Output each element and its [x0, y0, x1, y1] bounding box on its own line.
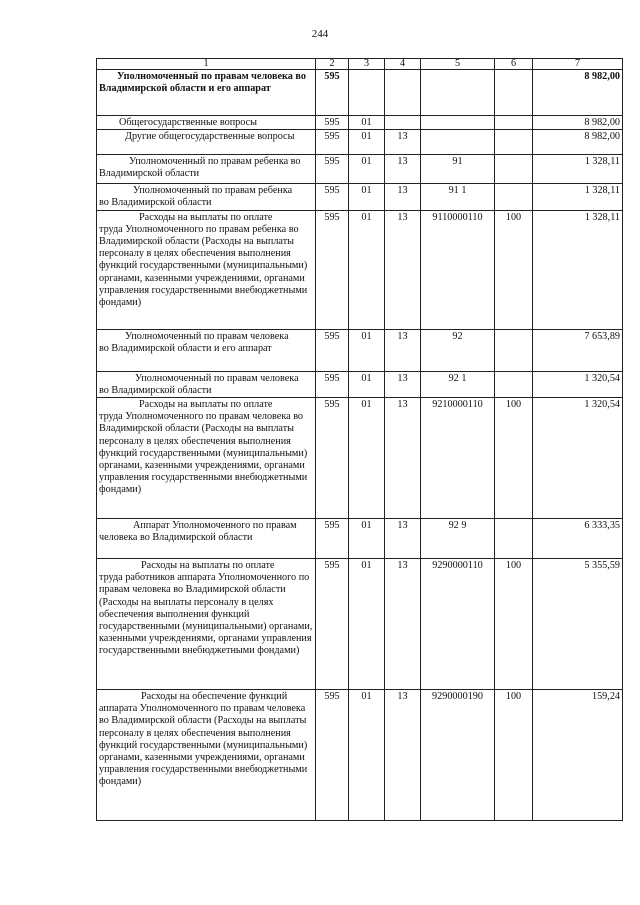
- row-name: [97, 372, 316, 398]
- column-header: 3: [349, 59, 385, 70]
- table-row: [97, 330, 623, 372]
- cell-ministry: 595: [316, 211, 349, 330]
- cell-ministry: 595: [316, 559, 349, 690]
- row-name-first: Расходы на обеспечение функций: [141, 691, 288, 703]
- cell-expense-type: 100: [495, 559, 533, 690]
- row-name: [97, 211, 316, 330]
- cell-target-article: 9290000110: [421, 559, 495, 690]
- cell-target-article: 91: [421, 155, 495, 184]
- cell-amount: 8 982,00: [533, 70, 623, 116]
- cell-ministry: 595: [316, 130, 349, 155]
- cell-ministry: 595: [316, 690, 349, 821]
- column-header: 1: [97, 59, 316, 70]
- cell-section: 01: [349, 211, 385, 330]
- row-name: [97, 116, 316, 130]
- cell-target-article: 91 1: [421, 184, 495, 211]
- cell-amount: 1 328,11: [533, 211, 623, 330]
- cell-ministry: 595: [316, 372, 349, 398]
- table-row: [97, 690, 623, 821]
- row-name-first: Уполномоченный по правам ребенка: [133, 185, 293, 197]
- cell-subsection: 13: [385, 130, 421, 155]
- cell-section: 01: [349, 519, 385, 559]
- cell-ministry: 595: [316, 398, 349, 519]
- cell-target-article: 9110000110: [421, 211, 495, 330]
- cell-expense-type: [495, 70, 533, 116]
- row-name-first: Расходы на выплаты по оплате: [141, 560, 275, 572]
- cell-ministry: 595: [316, 116, 349, 130]
- cell-target-article: [421, 70, 495, 116]
- row-name-rest: во Владимирской области и его аппарат: [99, 343, 272, 355]
- cell-subsection: 13: [385, 211, 421, 330]
- cell-amount: 1 320,54: [533, 398, 623, 519]
- cell-subsection: 13: [385, 690, 421, 821]
- cell-section: 01: [349, 372, 385, 398]
- row-name-rest: Владимирской области: [99, 168, 200, 180]
- table-row: [97, 519, 623, 559]
- cell-amount: 8 982,00: [533, 130, 623, 155]
- row-name-first: Уполномоченный по правам человека во: [117, 71, 306, 82]
- cell-amount: 7 653,89: [533, 330, 623, 372]
- row-name: [97, 155, 316, 184]
- cell-ministry: 595: [316, 184, 349, 211]
- row-name-first: Расходы на выплаты по оплате: [139, 399, 273, 411]
- cell-subsection: [385, 116, 421, 130]
- row-name-first: Другие общегосударственные вопросы: [125, 131, 295, 143]
- table-row: [97, 130, 623, 155]
- row-name: [97, 330, 316, 372]
- column-header: 2: [316, 59, 349, 70]
- cell-amount: 1 328,11: [533, 184, 623, 211]
- table-row: [97, 116, 623, 130]
- row-name-rest: аппарата Уполномоченного по правам человека во Владимирской области (Расходы на выплаты персоналу в целях обеспечения выполнения функций государственными (муниципальными) органами, казенными учреждениями, органами управления государственными внебюджетными фондами): [99, 703, 308, 787]
- cell-subsection: 13: [385, 330, 421, 372]
- cell-expense-type: [495, 116, 533, 130]
- row-name-first: Уполномоченный по правам человека: [135, 373, 299, 385]
- cell-ministry: 595: [316, 519, 349, 559]
- cell-ministry: 595: [316, 330, 349, 372]
- cell-subsection: 13: [385, 519, 421, 559]
- cell-subsection: 13: [385, 372, 421, 398]
- cell-section: 01: [349, 155, 385, 184]
- cell-section: 01: [349, 330, 385, 372]
- row-name-rest: труда работников аппарата Уполномоченного по правам человека во Владимирской области (Расходы на выплаты персоналу в целях обеспечения выполнения функций государственными (муниципальными) органами, казенными учреждениями, органами управления государственными внебюджетными фондами): [99, 572, 313, 656]
- cell-section: 01: [349, 184, 385, 211]
- row-name: [97, 559, 316, 690]
- cell-subsection: 13: [385, 155, 421, 184]
- cell-amount: 1 320,54: [533, 372, 623, 398]
- table-row: [97, 372, 623, 398]
- cell-expense-type: [495, 330, 533, 372]
- cell-section: 01: [349, 116, 385, 130]
- row-name-rest: Владимирской области и его аппарат: [99, 83, 271, 95]
- cell-amount: 5 355,59: [533, 559, 623, 690]
- row-name-first: Аппарат Уполномоченного по правам: [133, 520, 297, 532]
- cell-section: 01: [349, 130, 385, 155]
- column-header: 5: [421, 59, 495, 70]
- cell-target-article: 92 1: [421, 372, 495, 398]
- cell-expense-type: [495, 372, 533, 398]
- table-row: [97, 559, 623, 690]
- row-name-first: Общегосударственные вопросы: [119, 117, 257, 128]
- row-name-rest: человека во Владимирской области: [99, 532, 253, 544]
- row-name: [97, 519, 316, 559]
- cell-subsection: 13: [385, 559, 421, 690]
- row-name-first: Уполномоченный по правам человека: [125, 331, 289, 343]
- row-name-rest: во Владимирской области: [99, 385, 212, 397]
- cell-section: 01: [349, 398, 385, 519]
- cell-target-article: 9290000190: [421, 690, 495, 821]
- column-header: 6: [495, 59, 533, 70]
- table-header-row: [97, 59, 623, 70]
- cell-expense-type: [495, 155, 533, 184]
- cell-section: 01: [349, 559, 385, 690]
- table-row: [97, 398, 623, 519]
- column-header: 4: [385, 59, 421, 70]
- cell-subsection: [385, 70, 421, 116]
- table-row: [97, 184, 623, 211]
- cell-amount: 8 982,00: [533, 116, 623, 130]
- cell-expense-type: 100: [495, 211, 533, 330]
- row-name: [97, 690, 316, 821]
- cell-section: 01: [349, 690, 385, 821]
- row-name-first: Уполномоченный по правам ребенка во: [129, 156, 301, 168]
- cell-expense-type: [495, 130, 533, 155]
- cell-ministry: 595: [316, 155, 349, 184]
- row-name-first: Расходы на выплаты по оплате: [139, 212, 273, 224]
- cell-subsection: 13: [385, 184, 421, 211]
- table-row: [97, 211, 623, 330]
- column-header: 7: [533, 59, 623, 70]
- cell-target-article: 92: [421, 330, 495, 372]
- cell-expense-type: 100: [495, 398, 533, 519]
- budget-table: [96, 58, 623, 821]
- cell-amount: 6 333,35: [533, 519, 623, 559]
- cell-amount: 1 328,11: [533, 155, 623, 184]
- row-name: [97, 398, 316, 519]
- cell-expense-type: [495, 519, 533, 559]
- row-name: [97, 184, 316, 211]
- row-name: [97, 70, 316, 116]
- cell-target-article: [421, 116, 495, 130]
- row-name: [97, 130, 316, 155]
- table-row: [97, 155, 623, 184]
- cell-amount: 159,24: [533, 690, 623, 821]
- cell-ministry: 595: [316, 70, 349, 116]
- cell-section: [349, 70, 385, 116]
- cell-subsection: 13: [385, 398, 421, 519]
- row-name-rest: во Владимирской области: [99, 197, 212, 209]
- cell-target-article: 92 9: [421, 519, 495, 559]
- row-name-rest: труда Уполномоченного по правам ребенка во Владимирской области (Расходы на выплаты персоналу в целях обеспечения выполнения функций государственными (муниципальными) органами, казенными учреждениями, органами управления государственными внебюджетными фондами): [99, 224, 308, 308]
- cell-expense-type: [495, 184, 533, 211]
- cell-target-article: 9210000110: [421, 398, 495, 519]
- row-name-rest: труда Уполномоченного по правам человека во Владимирской области (Расходы на выплаты персоналу в целях обеспечения выполнения функций государственными (муниципальными) органами, казенными учреждениями, органами управления государственными внебюджетными фондами): [99, 411, 308, 495]
- table-row: [97, 70, 623, 116]
- page-number: 244: [311, 28, 329, 40]
- cell-target-article: [421, 130, 495, 155]
- cell-expense-type: 100: [495, 690, 533, 821]
